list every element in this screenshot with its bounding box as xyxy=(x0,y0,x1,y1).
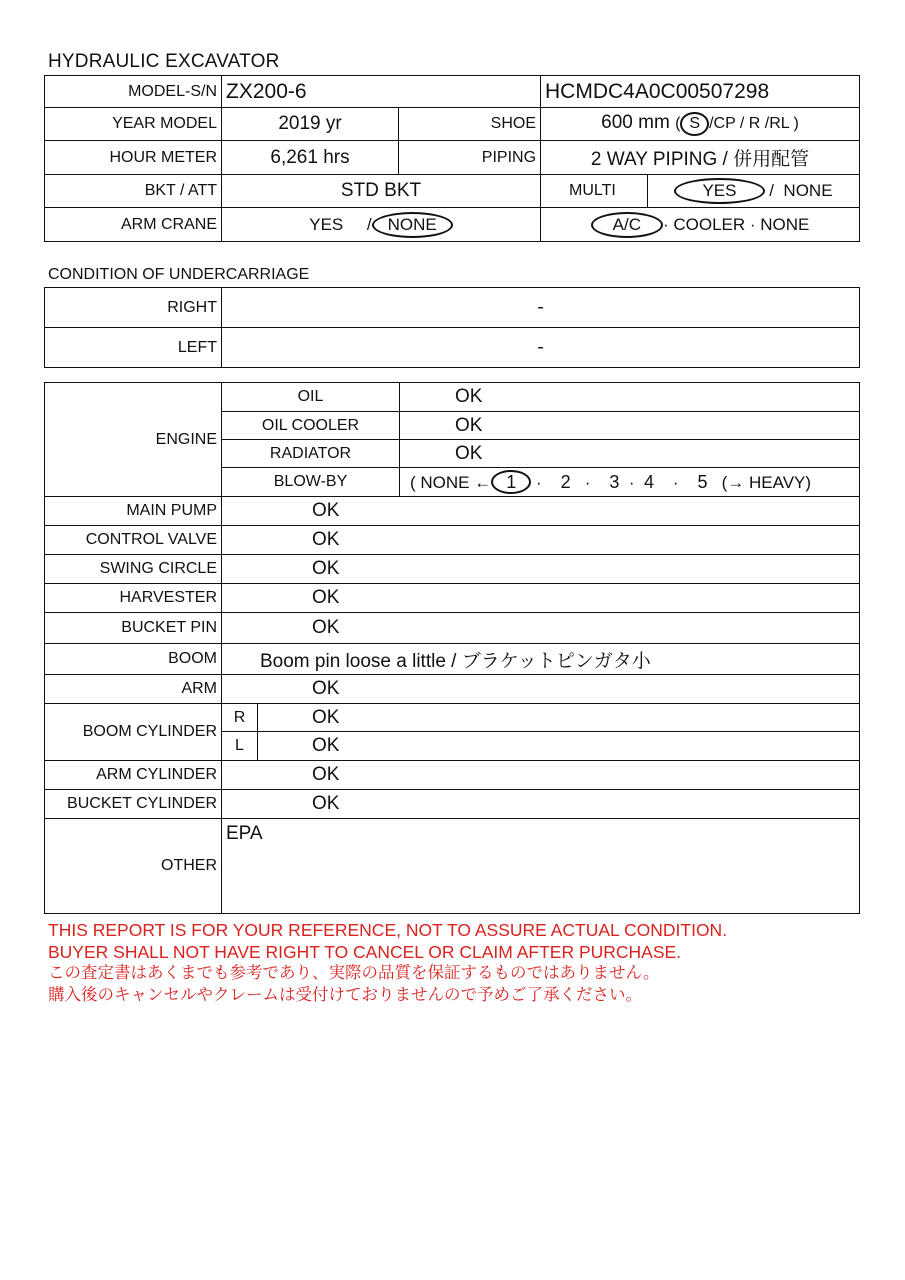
oil-label: OIL xyxy=(222,383,400,412)
multi-separator: / xyxy=(769,181,774,200)
other-label: OTHER xyxy=(45,819,222,914)
undercarriage-left-label: LEFT xyxy=(45,328,222,368)
bkt-att-value: STD BKT xyxy=(222,175,541,208)
boom-value: Boom pin loose a little / ブラケットピンガタ小 xyxy=(222,644,860,675)
engine-label: ENGINE xyxy=(45,383,222,497)
arm-value: OK xyxy=(222,675,860,704)
bucket-pin-value: OK xyxy=(222,613,860,644)
oil-cooler-label: OIL COOLER xyxy=(222,412,400,440)
undercarriage-right-value: - xyxy=(222,288,860,328)
disclaimer-line-1: THIS REPORT IS FOR YOUR REFERENCE, NOT TO ASSURE ACTUAL CONDITION. xyxy=(48,920,728,940)
blowby-option-4: 4 xyxy=(643,472,654,492)
boom-cylinder-r-value: OK xyxy=(258,704,860,732)
harvester-value: OK xyxy=(222,584,860,613)
machine-info-table xyxy=(44,75,860,242)
shoe-type-selected: S xyxy=(680,112,709,136)
swing-circle-label: SWING CIRCLE xyxy=(45,555,222,584)
arm-cylinder-value: OK xyxy=(222,761,860,790)
hour-meter-value: 6,261 hrs xyxy=(222,141,399,175)
document-title: HYDRAULIC EXCAVATOR xyxy=(48,51,280,72)
arm-label: ARM xyxy=(45,675,222,704)
blowby-option-2: 2 xyxy=(560,472,571,492)
blowby-scale xyxy=(400,468,860,497)
arm-crane-label: ARM CRANE xyxy=(45,208,222,242)
blowby-prefix: ( NONE ← xyxy=(410,473,492,492)
arm-cylinder-label: ARM CYLINDER xyxy=(45,761,222,790)
shoe-label: SHOE xyxy=(399,108,541,141)
piping-value: 2 WAY PIPING / 併用配管 xyxy=(541,141,860,175)
radiator-value: OK xyxy=(400,440,860,468)
multi-value xyxy=(648,175,860,208)
other-value: EPA xyxy=(222,819,860,914)
multi-yes-selected: YES xyxy=(674,178,764,204)
serial-number: HCMDC4A0C00507298 xyxy=(541,76,860,108)
shoe-size: 600 mm xyxy=(601,112,670,133)
piping-label: PIPING xyxy=(399,141,541,175)
oil-cooler-value: OK xyxy=(400,412,860,440)
arm-crane-separator: / xyxy=(366,214,372,234)
arm-crane-none-selected: NONE xyxy=(372,212,453,238)
model-value: ZX200-6 xyxy=(222,76,541,108)
bucket-cylinder-value: OK xyxy=(222,790,860,819)
bucket-cylinder-label: BUCKET CYLINDER xyxy=(45,790,222,819)
undercarriage-left-value: - xyxy=(222,328,860,368)
disclaimer-line-3: この査定書はあくまでも参考であり、実際の品質を保証するものではありません。 xyxy=(48,964,660,982)
bkt-att-label: BKT / ATT xyxy=(45,175,222,208)
shoe-value xyxy=(541,108,860,141)
main-pump-label: MAIN PUMP xyxy=(45,497,222,526)
boom-label: BOOM xyxy=(45,644,222,675)
blowby-option-3: 3 xyxy=(609,472,620,492)
arm-crane-yes: YES xyxy=(309,214,344,234)
harvester-label: HARVESTER xyxy=(45,584,222,613)
year-model-value: 2019 yr xyxy=(222,108,399,141)
multi-label: MULTI xyxy=(541,175,648,208)
ac-options: · COOLER · NONE xyxy=(662,214,810,234)
shoe-type-options: /CP / R /RL ) xyxy=(709,115,799,132)
blowby-selected-1: 1 xyxy=(491,470,531,494)
ac-value xyxy=(541,208,860,242)
blowby-sep: · xyxy=(584,473,591,492)
ac-selected: A/C xyxy=(591,212,663,238)
blowby-option-5: 5 xyxy=(697,472,708,492)
oil-value: OK xyxy=(400,383,860,412)
model-sn-label: MODEL-S/N xyxy=(45,76,222,108)
shoe-paren: ( xyxy=(675,115,681,132)
boom-cylinder-l-label: L xyxy=(222,732,258,761)
disclaimer xyxy=(48,920,727,1006)
blowby-sep: · xyxy=(672,473,679,492)
boom-cylinder-label: BOOM CYLINDER xyxy=(45,704,222,761)
blowby-sep: · xyxy=(628,473,635,492)
inspection-table xyxy=(44,382,860,914)
blowby-sep: · xyxy=(536,473,542,492)
year-model-label: YEAR MODEL xyxy=(45,108,222,141)
swing-circle-value: OK xyxy=(222,555,860,584)
disclaimer-line-4: 購入後のキャンセルやクレームは受付けておりませんので予めご了承ください。 xyxy=(48,985,642,1004)
boom-cylinder-l-value: OK xyxy=(258,732,860,761)
main-pump-value: OK xyxy=(222,497,860,526)
multi-none: NONE xyxy=(783,181,833,200)
blowby-label: BLOW-BY xyxy=(222,468,400,497)
bucket-pin-label: BUCKET PIN xyxy=(45,613,222,644)
undercarriage-title: CONDITION OF UNDERCARRIAGE xyxy=(48,266,310,283)
radiator-label: RADIATOR xyxy=(222,440,400,468)
undercarriage-right-label: RIGHT xyxy=(45,288,222,328)
disclaimer-line-2: BUYER SHALL NOT HAVE RIGHT TO CANCEL OR CLAIM AFTER PURCHASE. xyxy=(48,941,682,962)
control-valve-value: OK xyxy=(222,526,860,555)
arm-crane-value xyxy=(222,208,541,242)
control-valve-label: CONTROL VALVE xyxy=(45,526,222,555)
undercarriage-table xyxy=(44,287,860,368)
hour-meter-label: HOUR METER xyxy=(45,141,222,175)
boom-cylinder-r-label: R xyxy=(222,704,258,732)
blowby-suffix: (→ HEAVY) xyxy=(721,473,812,492)
